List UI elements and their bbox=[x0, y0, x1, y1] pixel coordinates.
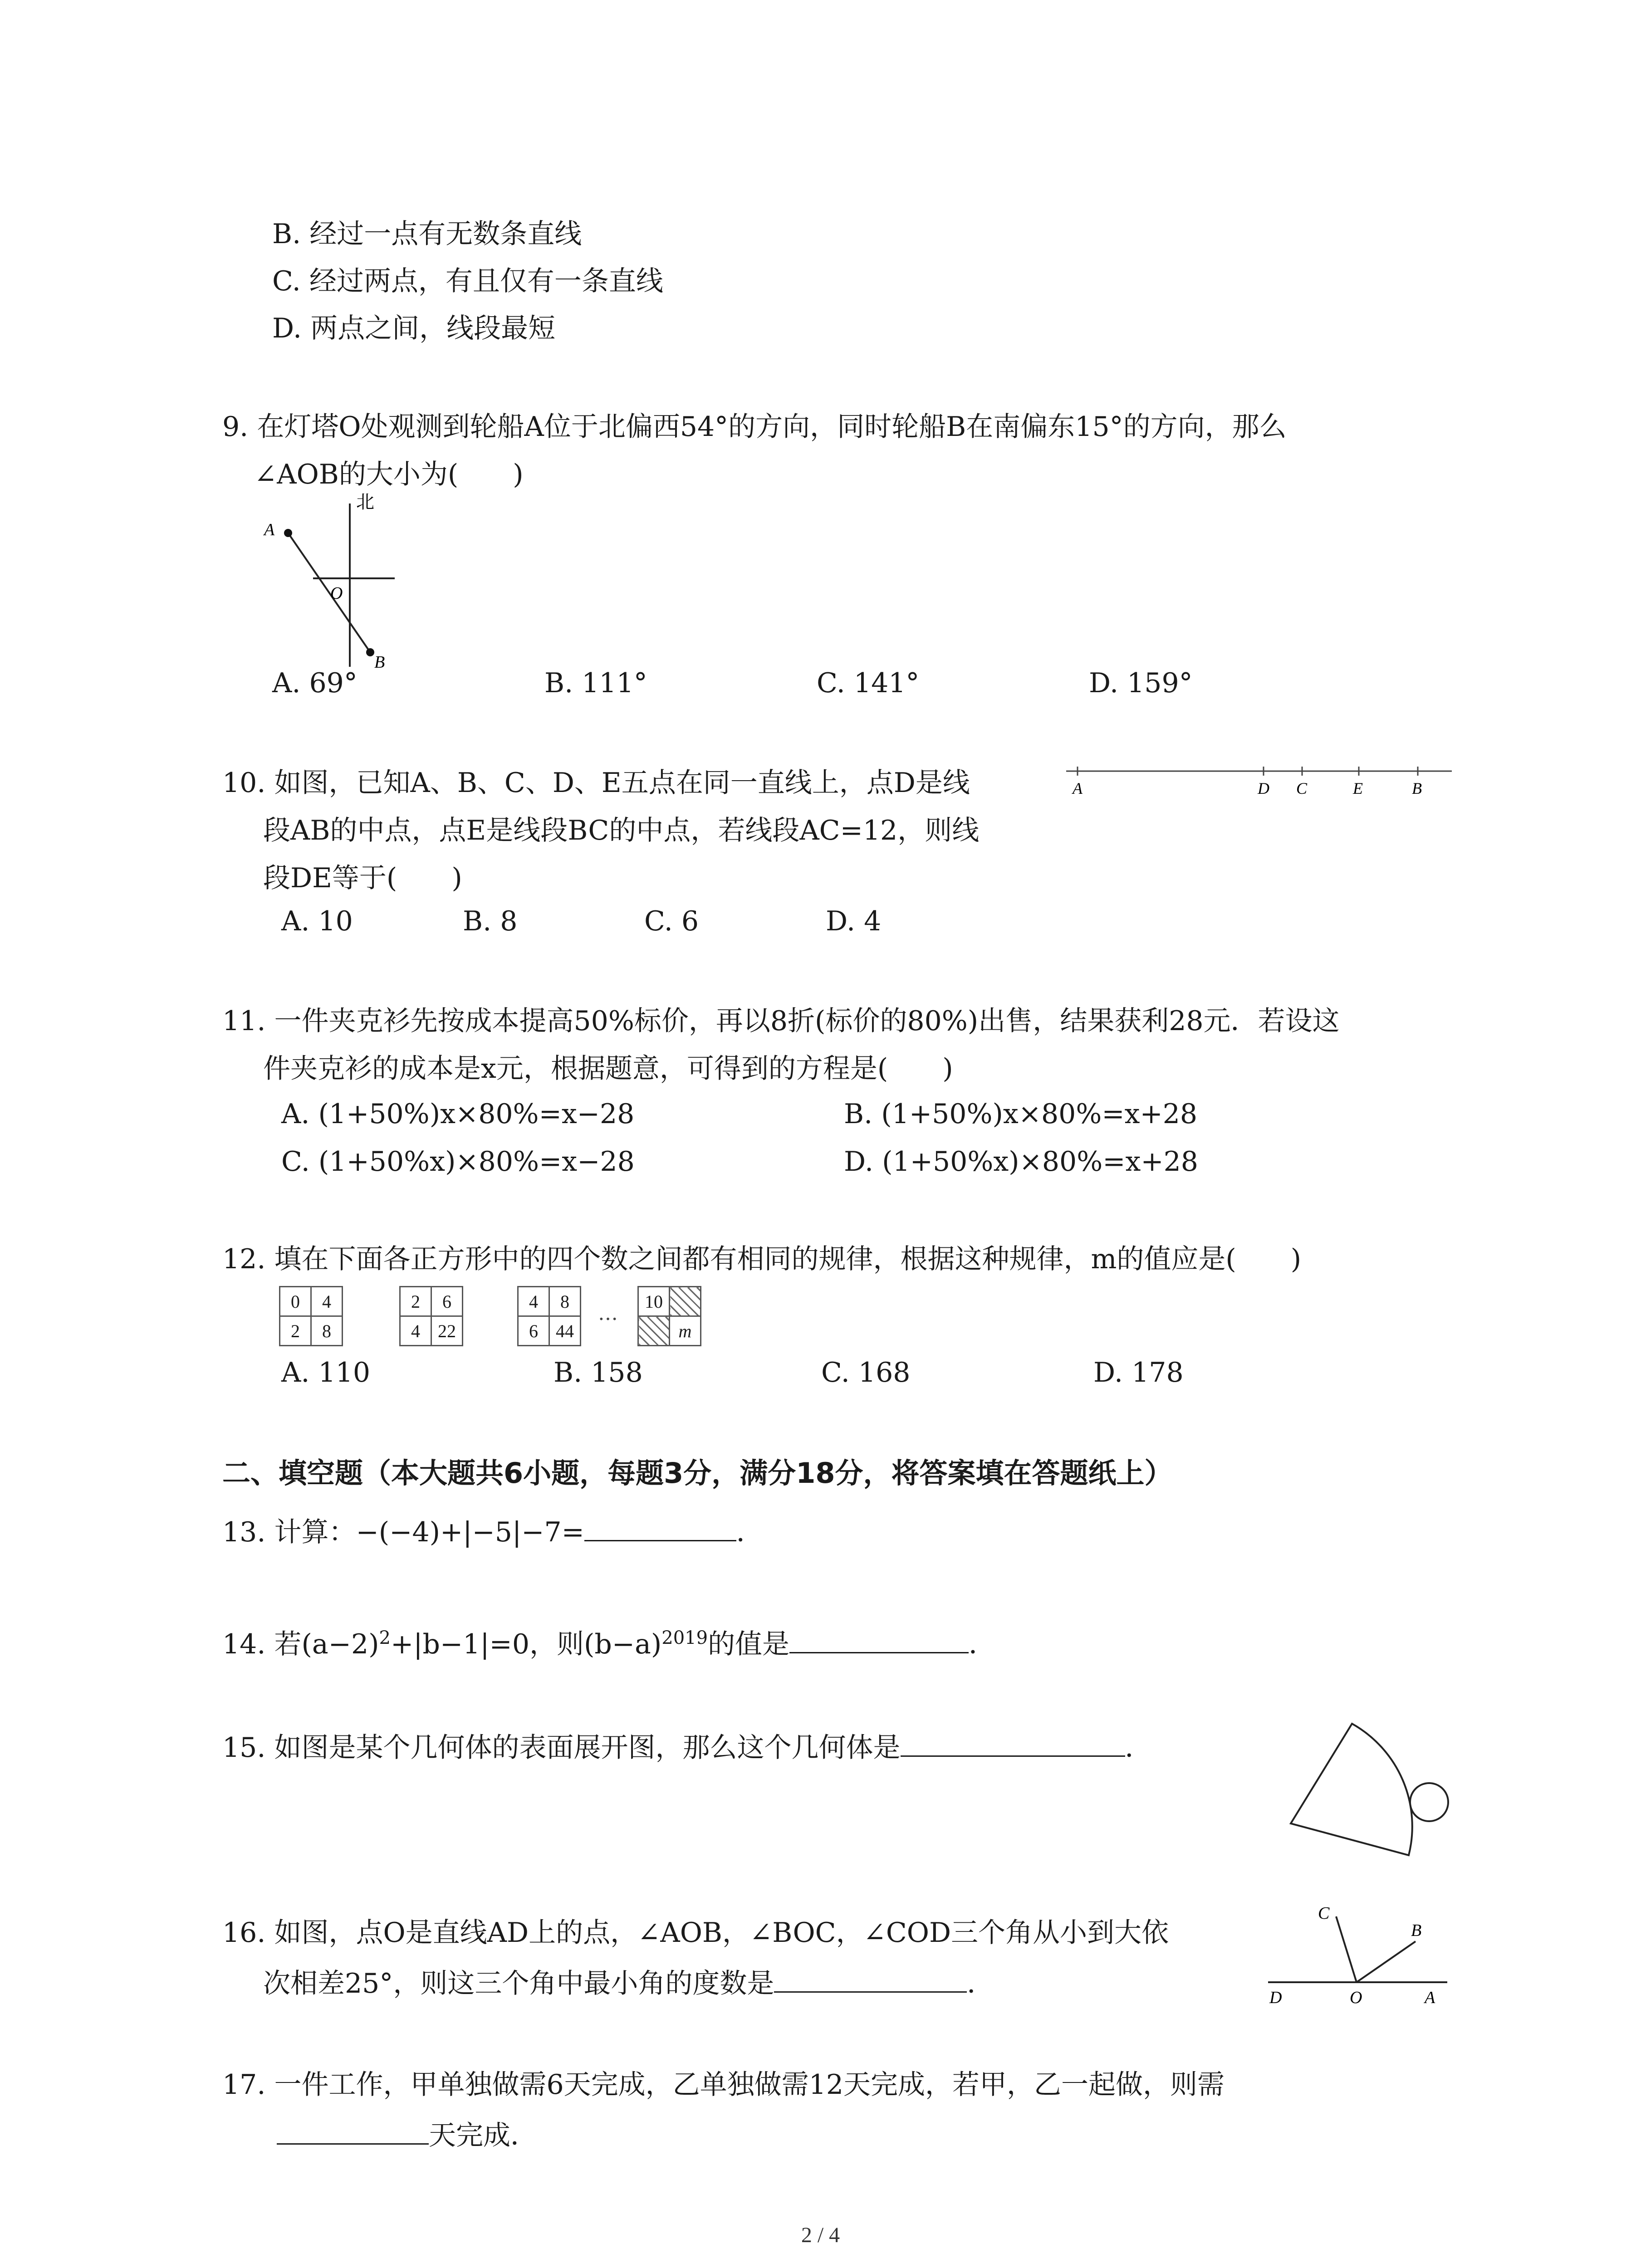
q16-label-d: D bbox=[1269, 1988, 1282, 2005]
q12-option-b: B. 158 bbox=[554, 1357, 643, 1388]
q9-option-a: A. 69° bbox=[272, 667, 358, 699]
q11-option-a: A. (1+50%)x×80%=x−28 bbox=[281, 1098, 635, 1130]
q10-line-figure bbox=[1066, 758, 1456, 803]
q12-square-2 bbox=[399, 1286, 463, 1346]
q16-answer-blank[interactable] bbox=[774, 1964, 967, 1993]
q10-close-paren: ) bbox=[451, 862, 462, 894]
q9-label-b: B bbox=[374, 653, 385, 671]
q10-stem-text: 段DE等于( bbox=[263, 862, 397, 894]
q10-stem-line3 bbox=[263, 862, 462, 894]
q12-cell-m: m bbox=[670, 1316, 701, 1346]
q12-cell: 0 bbox=[280, 1287, 311, 1316]
q15-end: ． bbox=[1125, 1732, 1152, 1764]
q12-stem-text: 12. 填在下面各正方形中的四个数之间都有相同的规律，根据这种规律，m的值应是( bbox=[222, 1243, 1236, 1275]
q17-stem-line1: 17. 一件工作，甲单独做需6天完成，乙单独做需12天完成，若甲，乙一起做，则需 bbox=[222, 2069, 1225, 2101]
q11-stem-line2 bbox=[263, 1052, 953, 1085]
q16-label-c: C bbox=[1318, 1904, 1330, 1923]
q11-close-paren: ) bbox=[942, 1053, 953, 1085]
q9-option-d: D. 159° bbox=[1089, 667, 1193, 699]
q8-option-b: B. 经过一点有无数条直线 bbox=[272, 218, 582, 250]
q10-option-a: A. 10 bbox=[281, 905, 353, 937]
q12-square-1 bbox=[279, 1286, 343, 1346]
q12-hatched-cell bbox=[638, 1316, 670, 1346]
q16-label-b: B bbox=[1411, 1921, 1422, 1940]
q16-ray-oc bbox=[1336, 1916, 1357, 1982]
q14-mid: +|b−1|=0，则(b−a) bbox=[390, 1628, 662, 1660]
q17-stem-line2: 天完成． bbox=[429, 2120, 538, 2151]
q17-line2 bbox=[277, 2116, 538, 2152]
q12-cell: 44 bbox=[549, 1316, 581, 1346]
q16-angle-figure bbox=[1266, 1896, 1456, 2005]
q12-cell: 4 bbox=[518, 1287, 549, 1316]
q10-option-c: C. 6 bbox=[644, 905, 699, 937]
q13-end: ． bbox=[736, 1516, 764, 1548]
q9-option-b: B. 111° bbox=[544, 667, 647, 699]
q12-cell: 10 bbox=[638, 1287, 670, 1316]
q13-line bbox=[222, 1513, 764, 1549]
q8-option-c: C. 经过两点，有且仅有一条直线 bbox=[272, 265, 663, 297]
q9-point-b bbox=[366, 648, 374, 656]
q9-label-o: O bbox=[330, 584, 343, 603]
q13-text: 13. 计算：−(−4)+|−5|−7= bbox=[222, 1516, 584, 1548]
q11-option-c: C. (1+50%x)×80%=x−28 bbox=[281, 1146, 635, 1178]
q17-answer-blank[interactable] bbox=[277, 2116, 429, 2145]
q14-exp1: 2 bbox=[379, 1628, 391, 1648]
q10-option-d: D. 4 bbox=[826, 905, 882, 937]
q15-line bbox=[222, 1728, 1152, 1764]
q16-ray-ob bbox=[1357, 1941, 1416, 1982]
page-number: 2 / 4 bbox=[801, 2223, 840, 2247]
q14-post: 的值是 bbox=[708, 1628, 790, 1660]
q16-label-o: O bbox=[1350, 1988, 1362, 2005]
q9-stem-line1: 9. 在灯塔O处观测到轮船A位于北偏西54°的方向，同时轮船B在南偏东15°的方向，那么 bbox=[222, 411, 1287, 443]
q9-ray-ab bbox=[288, 533, 370, 652]
q9-stem-text: ∠AOB的大小为( bbox=[254, 459, 459, 490]
q14-exp2: 2019 bbox=[661, 1628, 708, 1648]
q12-cell: 4 bbox=[311, 1287, 343, 1316]
q15-base-circle bbox=[1410, 1783, 1448, 1821]
q10-label-c: C bbox=[1296, 779, 1308, 797]
q12-cell: 6 bbox=[518, 1316, 549, 1346]
q11-option-b: B. (1+50%)x×80%=x+28 bbox=[844, 1098, 1198, 1130]
q12-option-c: C. 168 bbox=[821, 1357, 911, 1388]
q16-label-a: A bbox=[1425, 1988, 1435, 2005]
q9-label-north: 北 bbox=[356, 492, 374, 512]
q12-close-paren: ) bbox=[1290, 1243, 1302, 1275]
q10-stem-line2: 段AB的中点，点E是线段BC的中点，若线段AC=12，则线 bbox=[263, 815, 980, 846]
q12-cell: 8 bbox=[549, 1287, 581, 1316]
q10-label-d: D bbox=[1258, 779, 1269, 797]
q12-cell: 22 bbox=[431, 1316, 463, 1346]
q10-stem-line1: 10. 如图，已知A、B、C、D、E五点在同一直线上，点D是线 bbox=[222, 767, 970, 799]
q12-square-3 bbox=[517, 1286, 581, 1346]
q16-stem-line2: 次相差25°，则这三个角中最小角的度数是 bbox=[263, 1968, 774, 1999]
q12-ellipsis: … bbox=[598, 1302, 618, 1325]
q11-stem-text: 件夹克衫的成本是x元，根据题意，可得到的方程是( bbox=[263, 1053, 888, 1085]
q12-cell: 6 bbox=[431, 1287, 463, 1316]
q14-pre: 14. 若(a−2) bbox=[222, 1628, 379, 1660]
q9-close-paren: ) bbox=[513, 459, 524, 490]
q11-stem-line1: 11. 一件夹克衫先按成本提高50%标价，再以8折(标价的80%)出售，结果获利28元．若设这 bbox=[222, 1005, 1340, 1037]
q15-text: 15. 如图是某个几何体的表面展开图，那么这个几何体是 bbox=[222, 1732, 901, 1764]
q10-label-a: A bbox=[1073, 779, 1083, 797]
q12-cell: 8 bbox=[311, 1316, 343, 1346]
section-2-heading: 二、填空题（本大题共6小题，每题3分，满分18分，将答案填在答题纸上） bbox=[222, 1457, 1173, 1490]
q9-stem-line2 bbox=[254, 458, 524, 491]
q15-answer-blank[interactable] bbox=[901, 1728, 1125, 1757]
q9-direction-figure bbox=[254, 490, 408, 671]
q10-label-b: B bbox=[1412, 779, 1422, 797]
q9-option-c: C. 141° bbox=[817, 667, 920, 699]
q12-stem-line1 bbox=[222, 1243, 1301, 1276]
q12-cell: 4 bbox=[400, 1316, 431, 1346]
q14-answer-blank[interactable] bbox=[789, 1625, 969, 1653]
q9-label-a: A bbox=[264, 520, 275, 539]
q14-end: ． bbox=[969, 1628, 996, 1660]
q16-line2 bbox=[263, 1964, 994, 2000]
q11-option-d: D. (1+50%x)×80%=x+28 bbox=[844, 1146, 1198, 1178]
q8-option-d: D. 两点之间，线段最短 bbox=[272, 313, 556, 344]
q13-answer-blank[interactable] bbox=[584, 1513, 736, 1541]
q12-square-4 bbox=[637, 1286, 701, 1346]
q10-option-b: B. 8 bbox=[463, 905, 518, 937]
q15-cone-net-figure bbox=[1284, 1715, 1465, 1864]
q12-hatched-cell bbox=[670, 1287, 701, 1316]
q12-cell: 2 bbox=[280, 1316, 311, 1346]
q10-label-e: E bbox=[1353, 779, 1363, 797]
q16-end: ． bbox=[967, 1968, 994, 1999]
q12-option-a: A. 110 bbox=[281, 1357, 370, 1388]
q16-stem-line1: 16. 如图，点O是直线AD上的点，∠AOB，∠BOC，∠COD三个角从小到大依 bbox=[222, 1917, 1169, 1949]
q15-sector bbox=[1291, 1724, 1412, 1855]
q9-point-a bbox=[284, 529, 292, 537]
q12-option-d: D. 178 bbox=[1093, 1357, 1184, 1388]
q14-line bbox=[222, 1622, 996, 1661]
q12-cell: 2 bbox=[400, 1287, 431, 1316]
